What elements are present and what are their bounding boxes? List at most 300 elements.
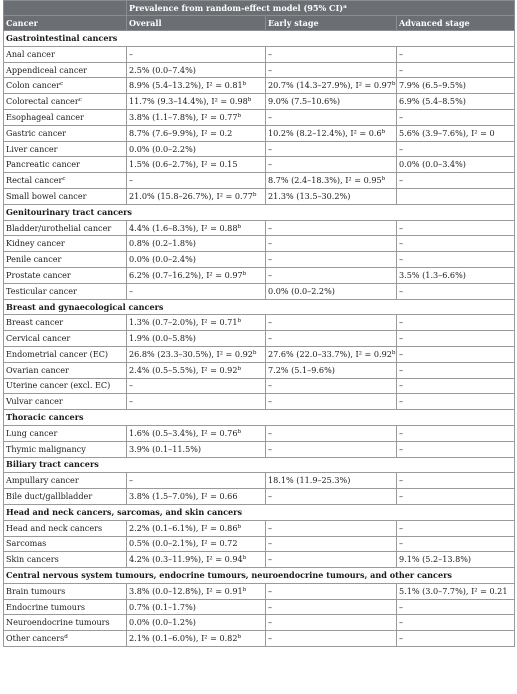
table-row bbox=[4, 157, 515, 173]
advanced-stage-cell bbox=[397, 552, 515, 568]
cancer-name: Neuroendocrine tumours bbox=[6, 617, 110, 628]
table-row bbox=[4, 109, 515, 125]
cancer-name-cell bbox=[4, 220, 127, 236]
cancer-name: Bladder/urothelial cancer bbox=[6, 222, 112, 233]
early-stage-cell bbox=[266, 583, 397, 599]
cancer-name: Other cancers bbox=[6, 633, 65, 644]
cell-value: – bbox=[399, 522, 404, 533]
cell-value: – bbox=[268, 380, 273, 391]
table-row bbox=[4, 46, 515, 62]
footnote-marker: b bbox=[237, 365, 242, 372]
cancer-name: Gastric cancer bbox=[6, 127, 67, 138]
advanced-stage-cell bbox=[397, 315, 515, 331]
cancer-name-cell bbox=[4, 346, 127, 362]
early-stage-cell bbox=[266, 489, 397, 505]
cell-value: 0.7% (0.1–1.7%) bbox=[129, 601, 196, 612]
section-header-row bbox=[4, 504, 515, 520]
advanced-stage-cell bbox=[397, 425, 515, 441]
overall-cell bbox=[127, 78, 266, 94]
cell-value: 1.3% (0.7–2.0%), I² = 0.71 bbox=[129, 317, 238, 328]
cancer-name: Colorectal cancer bbox=[6, 96, 79, 107]
table-row bbox=[4, 252, 515, 268]
cell-value: – bbox=[129, 396, 134, 407]
cell-value: – bbox=[268, 601, 273, 612]
overall-cell bbox=[127, 267, 266, 283]
early-stage-cell bbox=[266, 267, 397, 283]
advanced-stage-cell bbox=[397, 236, 515, 252]
cancer-name-cell bbox=[4, 536, 127, 552]
cell-value: – bbox=[399, 491, 404, 502]
table-row bbox=[4, 394, 515, 410]
overall-cell bbox=[127, 552, 266, 568]
section-header-row bbox=[4, 204, 515, 220]
early-stage-cell bbox=[266, 362, 397, 378]
cancer-name: Lung cancer bbox=[6, 427, 58, 438]
cancer-name-cell bbox=[4, 473, 127, 489]
cell-value: 4.2% (0.3–11.9%), I² = 0.94 bbox=[129, 554, 243, 565]
table-row bbox=[4, 141, 515, 157]
early-stage-cell bbox=[266, 109, 397, 125]
cell-value: – bbox=[268, 111, 273, 122]
advanced-stage-cell bbox=[397, 94, 515, 110]
advanced-stage-cell bbox=[397, 394, 515, 410]
cell-value: – bbox=[268, 333, 273, 344]
cancer-name: Esophageal cancer bbox=[6, 111, 84, 122]
cell-value: 3.5% (1.3–6.6%) bbox=[399, 269, 466, 280]
table-row bbox=[4, 62, 515, 78]
advanced-stage-cell bbox=[397, 173, 515, 189]
table-row bbox=[4, 236, 515, 252]
cancer-name: Rectal cancer bbox=[6, 175, 63, 186]
cancer-name-cell bbox=[4, 520, 127, 536]
cell-value: – bbox=[268, 143, 273, 154]
early-stage-cell bbox=[266, 394, 397, 410]
cell-value: – bbox=[399, 380, 404, 391]
table-row bbox=[4, 220, 515, 236]
footnote-marker: b bbox=[381, 128, 386, 135]
cancer-name-cell bbox=[4, 425, 127, 441]
table-row bbox=[4, 315, 515, 331]
cancer-name-cell bbox=[4, 252, 127, 268]
cancer-name-cell bbox=[4, 125, 127, 141]
cell-value: – bbox=[268, 538, 273, 549]
early-stage-cell bbox=[266, 599, 397, 615]
advanced-stage-cell bbox=[397, 615, 515, 631]
cancer-name: Prostate cancer bbox=[6, 269, 71, 280]
cell-value: 4.4% (1.6–8.3%), I² = 0.88 bbox=[129, 222, 238, 233]
cancer-name-cell bbox=[4, 157, 127, 173]
early-stage-cell bbox=[266, 552, 397, 568]
cell-value: – bbox=[399, 238, 404, 249]
advanced-stage-cell bbox=[397, 141, 515, 157]
cell-value: – bbox=[268, 222, 273, 233]
footnote-marker: b bbox=[237, 112, 242, 119]
footnote-marker: b bbox=[242, 555, 247, 562]
overall-cell bbox=[127, 62, 266, 78]
early-stage-cell bbox=[266, 125, 397, 141]
overall-cell bbox=[127, 236, 266, 252]
footnote-marker: b bbox=[252, 191, 257, 198]
cell-value: – bbox=[399, 475, 404, 486]
cell-value: 5.6% (3.9–7.6%), I² = 0 bbox=[399, 127, 495, 138]
section-header-row bbox=[4, 299, 515, 315]
table-row bbox=[4, 94, 515, 110]
overall-cell bbox=[127, 141, 266, 157]
cell-value: – bbox=[268, 491, 273, 502]
cancer-name: Appendiceal cancer bbox=[6, 64, 88, 75]
cancer-name: Skin cancers bbox=[6, 554, 59, 565]
footnote-marker: b bbox=[237, 428, 242, 435]
cell-value: – bbox=[399, 538, 404, 549]
cell-value: 0.0% (0.0–2.2%) bbox=[268, 285, 335, 296]
table-row bbox=[4, 441, 515, 457]
early-stage-cell bbox=[266, 46, 397, 62]
cell-value: – bbox=[399, 364, 404, 375]
cell-value: 7.2% (5.1–9.6%) bbox=[268, 364, 335, 375]
cancer-name-cell bbox=[4, 62, 127, 78]
advanced-stage-cell bbox=[397, 583, 515, 599]
column-header-overall: Overall bbox=[127, 16, 266, 31]
overall-cell bbox=[127, 378, 266, 394]
table-row bbox=[4, 552, 515, 568]
cell-value: 1.6% (0.5–3.4%), I² = 0.76 bbox=[129, 427, 238, 438]
cell-value: – bbox=[268, 269, 273, 280]
cell-value: 18.1% (11.9–25.3%) bbox=[268, 475, 351, 486]
table-row bbox=[4, 631, 515, 647]
cancer-name: Small bowel cancer bbox=[6, 190, 87, 201]
early-stage-cell bbox=[266, 220, 397, 236]
cell-value: 6.2% (0.7–16.2%), I² = 0.97 bbox=[129, 269, 243, 280]
cell-value: 2.4% (0.5–5.5%), I² = 0.92 bbox=[129, 364, 238, 375]
cell-value: – bbox=[268, 585, 273, 596]
cell-value: 3.8% (1.1–7.8%), I² = 0.77 bbox=[129, 111, 238, 122]
section-title: Thoracic cancers bbox=[4, 410, 515, 426]
cell-value: – bbox=[399, 64, 404, 75]
cell-value: 0.8% (0.2–1.8%) bbox=[129, 238, 196, 249]
cell-value: 21.0% (15.8–26.7%), I² = 0.77 bbox=[129, 190, 253, 201]
cancer-name: Endometrial cancer (EC) bbox=[6, 348, 109, 359]
table-row bbox=[4, 583, 515, 599]
section-header-row bbox=[4, 568, 515, 584]
cancer-name-cell bbox=[4, 236, 127, 252]
cancer-name-cell bbox=[4, 315, 127, 331]
overall-cell bbox=[127, 631, 266, 647]
cell-value: – bbox=[268, 64, 273, 75]
cell-value: – bbox=[399, 143, 404, 154]
early-stage-cell bbox=[266, 141, 397, 157]
cancer-name-cell bbox=[4, 188, 127, 204]
cell-value: – bbox=[268, 522, 273, 533]
overall-cell bbox=[127, 157, 266, 173]
overall-cell bbox=[127, 362, 266, 378]
cancer-name-cell bbox=[4, 94, 127, 110]
advanced-stage-cell bbox=[397, 125, 515, 141]
overall-cell bbox=[127, 331, 266, 347]
cancer-name: Liver cancer bbox=[6, 143, 58, 154]
overall-cell bbox=[127, 94, 266, 110]
cancer-name: Brain tumours bbox=[6, 585, 66, 596]
table-body bbox=[4, 31, 515, 647]
footnote-marker: c bbox=[62, 176, 66, 183]
cell-value: – bbox=[399, 285, 404, 296]
cancer-name-cell bbox=[4, 283, 127, 299]
cell-value: 0.5% (0.0–2.1%), I² = 0.72 bbox=[129, 538, 238, 549]
advanced-stage-cell bbox=[397, 157, 515, 173]
cell-value: – bbox=[129, 380, 134, 391]
cell-value: 8.7% (2.4–18.3%), I² = 0.95 bbox=[268, 175, 382, 186]
column-header-advanced-stage: Advanced stage bbox=[397, 16, 515, 31]
table-row bbox=[4, 536, 515, 552]
cell-value: 9.0% (7.5–10.6%) bbox=[268, 96, 341, 107]
cell-value: 21.3% (13.5–30.2%) bbox=[268, 190, 351, 201]
table-row bbox=[4, 599, 515, 615]
overall-cell bbox=[127, 583, 266, 599]
section-title: Head and neck cancers, sarcomas, and skin cancers bbox=[4, 504, 515, 520]
cancer-name: Thymic malignancy bbox=[6, 443, 86, 454]
footnote-marker: b bbox=[242, 81, 247, 88]
early-stage-cell bbox=[266, 62, 397, 78]
table-row bbox=[4, 378, 515, 394]
cancer-name: Vulvar cancer bbox=[6, 396, 63, 407]
advanced-stage-cell bbox=[397, 46, 515, 62]
cell-value: – bbox=[129, 475, 134, 486]
cell-value: 2.2% (0.1–6.1%), I² = 0.86 bbox=[129, 522, 238, 533]
prevalence-table bbox=[3, 0, 515, 647]
early-stage-cell bbox=[266, 425, 397, 441]
cell-value: 0.0% (0.0–2.2%) bbox=[129, 143, 196, 154]
advanced-stage-cell bbox=[397, 346, 515, 362]
advanced-stage-cell bbox=[397, 536, 515, 552]
cancer-name: Ovarian cancer bbox=[6, 364, 69, 375]
cell-value: 8.9% (5.4–13.2%), I² = 0.81 bbox=[129, 80, 243, 91]
advanced-stage-cell bbox=[397, 631, 515, 647]
advanced-stage-cell bbox=[397, 267, 515, 283]
footnote-marker: b bbox=[391, 81, 396, 88]
cell-value: – bbox=[268, 396, 273, 407]
cell-value: – bbox=[268, 238, 273, 249]
column-header-early-stage: Early stage bbox=[266, 16, 397, 31]
footnote-marker: b bbox=[247, 97, 252, 104]
early-stage-cell bbox=[266, 188, 397, 204]
footnote-marker: d bbox=[64, 634, 68, 641]
cell-value: – bbox=[268, 427, 273, 438]
advanced-stage-cell bbox=[397, 489, 515, 505]
table-row bbox=[4, 173, 515, 189]
cell-value: 8.7% (7.6–9.9%), I² = 0.2 bbox=[129, 127, 233, 138]
advanced-stage-cell bbox=[397, 220, 515, 236]
footnote-marker: b bbox=[252, 349, 257, 356]
cell-value: – bbox=[268, 633, 273, 644]
advanced-stage-cell bbox=[397, 362, 515, 378]
header-blank-cell bbox=[4, 1, 127, 16]
table-row bbox=[4, 425, 515, 441]
cell-value: – bbox=[399, 111, 404, 122]
cell-value: 0.0% (0.0–3.4%) bbox=[399, 159, 466, 170]
cell-value: 9.1% (5.2–13.8%) bbox=[399, 554, 472, 565]
cancer-name: Ampullary cancer bbox=[6, 475, 79, 486]
advanced-stage-cell bbox=[397, 473, 515, 489]
cell-value: 26.8% (23.3–30.5%), I² = 0.92 bbox=[129, 348, 253, 359]
cell-value: 3.8% (0.0–12.8%), I² = 0.91 bbox=[129, 585, 243, 596]
cancer-name-cell bbox=[4, 267, 127, 283]
section-title: Breast and gynaecological cancers bbox=[4, 299, 515, 315]
cell-value: – bbox=[399, 427, 404, 438]
cancer-name: Penile cancer bbox=[6, 254, 62, 265]
cancer-name: Anal cancer bbox=[6, 48, 55, 59]
cancer-name: Pancreatic cancer bbox=[6, 159, 80, 170]
early-stage-cell bbox=[266, 78, 397, 94]
overall-cell bbox=[127, 394, 266, 410]
footnote-marker: b bbox=[242, 270, 247, 277]
footnote-marker: b bbox=[237, 223, 242, 230]
cancer-name-cell bbox=[4, 631, 127, 647]
early-stage-cell bbox=[266, 252, 397, 268]
cancer-name: Endocrine tumours bbox=[6, 601, 85, 612]
table-row bbox=[4, 331, 515, 347]
cancer-name-cell bbox=[4, 441, 127, 457]
cell-value: 0.0% (0.0–2.4%) bbox=[129, 254, 196, 265]
early-stage-cell bbox=[266, 615, 397, 631]
footnote-marker: b bbox=[237, 634, 242, 641]
cancer-name-cell bbox=[4, 141, 127, 157]
overall-cell bbox=[127, 520, 266, 536]
cell-value: – bbox=[268, 48, 273, 59]
prevalence-table-container bbox=[3, 0, 514, 647]
cell-value: 3.8% (1.5–7.0%), I² = 0.66 bbox=[129, 491, 238, 502]
table-row bbox=[4, 267, 515, 283]
cancer-name-cell bbox=[4, 362, 127, 378]
cancer-name-cell bbox=[4, 331, 127, 347]
cell-value: – bbox=[268, 554, 273, 565]
cancer-name-cell bbox=[4, 552, 127, 568]
overall-cell bbox=[127, 615, 266, 631]
early-stage-cell bbox=[266, 378, 397, 394]
cell-value: 2.1% (0.1–6.0%), I² = 0.82 bbox=[129, 633, 238, 644]
early-stage-cell bbox=[266, 157, 397, 173]
overall-cell bbox=[127, 252, 266, 268]
advanced-stage-cell bbox=[397, 62, 515, 78]
cancer-name-cell bbox=[4, 173, 127, 189]
table-row bbox=[4, 473, 515, 489]
cancer-name-cell bbox=[4, 78, 127, 94]
table-row bbox=[4, 283, 515, 299]
cancer-name: Head and neck cancers bbox=[6, 522, 103, 533]
column-header-cancer: Cancer bbox=[4, 16, 127, 31]
footnote-marker: c bbox=[60, 81, 64, 88]
cell-value: 6.9% (5.4–8.5%) bbox=[399, 96, 466, 107]
cancer-name: Kidney cancer bbox=[6, 238, 65, 249]
cell-value: – bbox=[268, 159, 273, 170]
cell-value: – bbox=[399, 396, 404, 407]
cancer-name: Sarcomas bbox=[6, 538, 47, 549]
advanced-stage-cell bbox=[397, 378, 515, 394]
early-stage-cell bbox=[266, 346, 397, 362]
table-row bbox=[4, 520, 515, 536]
cell-value: – bbox=[268, 443, 273, 454]
cell-value: 7.9% (6.5–9.5%) bbox=[399, 80, 466, 91]
cell-value: – bbox=[268, 317, 273, 328]
early-stage-cell bbox=[266, 520, 397, 536]
section-header-row bbox=[4, 410, 515, 426]
cell-value: – bbox=[399, 48, 404, 59]
section-title: Genitourinary tract cancers bbox=[4, 204, 515, 220]
overall-cell bbox=[127, 173, 266, 189]
section-header-row bbox=[4, 457, 515, 473]
cancer-name: Uterine cancer (excl. EC) bbox=[6, 380, 111, 391]
cell-value: – bbox=[399, 617, 404, 628]
footnote-marker: b bbox=[381, 176, 386, 183]
footnote-marker: c bbox=[78, 97, 82, 104]
cell-value: 10.2% (8.2–12.4%), I² = 0.6 bbox=[268, 127, 382, 138]
table-row bbox=[4, 362, 515, 378]
advanced-stage-cell bbox=[397, 520, 515, 536]
cell-value: 11.7% (9.3–14.4%), I² = 0.98 bbox=[129, 96, 248, 107]
overall-cell bbox=[127, 125, 266, 141]
cancer-name: Bile duct/gallbladder bbox=[6, 491, 93, 502]
table-row bbox=[4, 188, 515, 204]
advanced-stage-cell bbox=[397, 331, 515, 347]
table-row bbox=[4, 615, 515, 631]
overall-cell bbox=[127, 489, 266, 505]
table-row bbox=[4, 489, 515, 505]
overall-cell bbox=[127, 109, 266, 125]
overall-cell bbox=[127, 599, 266, 615]
table-row bbox=[4, 346, 515, 362]
cell-value: – bbox=[129, 48, 134, 59]
footnote-marker: b bbox=[237, 523, 242, 530]
cell-value: – bbox=[399, 254, 404, 265]
cell-value: – bbox=[399, 175, 404, 186]
early-stage-cell bbox=[266, 94, 397, 110]
early-stage-cell bbox=[266, 441, 397, 457]
early-stage-cell bbox=[266, 283, 397, 299]
cell-value: – bbox=[399, 601, 404, 612]
section-title: Central nervous system tumours, endocrine tumours, neuroendocrine tumours, and other cancers bbox=[4, 568, 515, 584]
overall-cell bbox=[127, 46, 266, 62]
advanced-stage-cell bbox=[397, 441, 515, 457]
section-header-row bbox=[4, 31, 515, 47]
cancer-name-cell bbox=[4, 615, 127, 631]
advanced-stage-cell bbox=[397, 283, 515, 299]
advanced-stage-cell bbox=[397, 252, 515, 268]
footnote-marker: b bbox=[242, 586, 247, 593]
cell-value: – bbox=[399, 222, 404, 233]
overall-cell bbox=[127, 441, 266, 457]
cell-value: – bbox=[399, 317, 404, 328]
cancer-name-cell bbox=[4, 394, 127, 410]
overall-cell bbox=[127, 473, 266, 489]
advanced-stage-cell bbox=[397, 109, 515, 125]
cell-value: – bbox=[268, 254, 273, 265]
cancer-name-cell bbox=[4, 583, 127, 599]
early-stage-cell bbox=[266, 315, 397, 331]
early-stage-cell bbox=[266, 236, 397, 252]
early-stage-cell bbox=[266, 173, 397, 189]
cancer-name-cell bbox=[4, 378, 127, 394]
cell-value: – bbox=[268, 617, 273, 628]
cell-value: – bbox=[129, 175, 134, 186]
cancer-name: Testicular cancer bbox=[6, 285, 77, 296]
cell-value: 2.5% (0.0–7.4%) bbox=[129, 64, 196, 75]
overall-cell bbox=[127, 536, 266, 552]
overall-cell bbox=[127, 188, 266, 204]
table-header bbox=[4, 1, 515, 31]
overall-cell bbox=[127, 220, 266, 236]
cancer-name-cell bbox=[4, 46, 127, 62]
footnote-marker: b bbox=[237, 318, 242, 325]
cell-value: 5.1% (3.0–7.7%), I² = 0.21 bbox=[399, 585, 508, 596]
table-row bbox=[4, 78, 515, 94]
